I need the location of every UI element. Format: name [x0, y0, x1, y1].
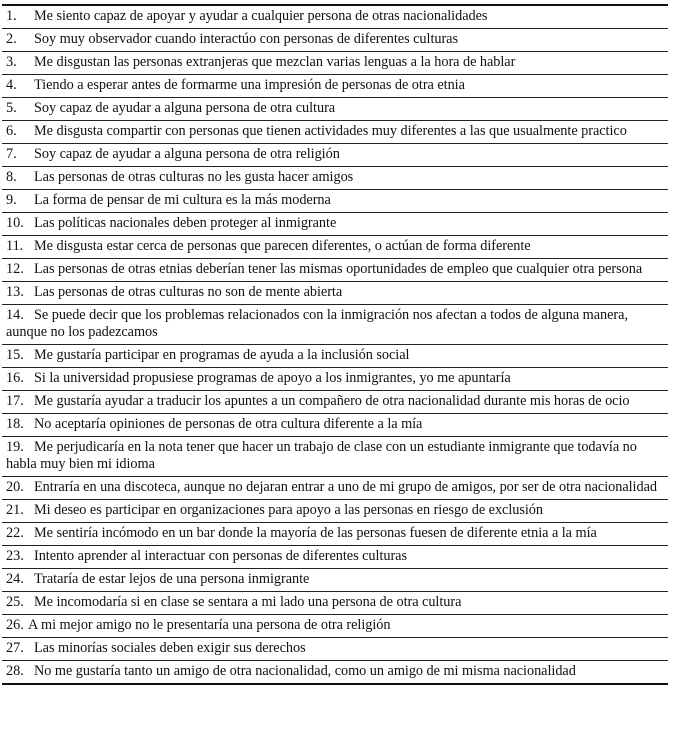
item-text: Las políticas nacionales deben proteger al inmigrante: [34, 215, 337, 231]
table-cell: [2, 661, 668, 685]
item-text: Me siento capaz de apoyar y ayudar a cualquier persona de otras nacionalidades: [34, 8, 488, 24]
table-cell: [2, 121, 668, 144]
item-number: 17.: [6, 393, 24, 409]
item-number: 7.: [6, 146, 17, 162]
table-row: [2, 500, 668, 523]
table-row: [2, 546, 668, 569]
table-cell: [2, 29, 668, 52]
table-row: [2, 213, 668, 236]
table-cell: [2, 523, 668, 546]
item-text: Me incomodaría si en clase se sentara a mi lado una persona de otra cultura: [34, 594, 462, 610]
table-cell: [2, 546, 668, 569]
item-number: 11.: [6, 238, 24, 254]
item-number: 8.: [6, 169, 17, 185]
table-cell: [2, 167, 668, 190]
table-row: [2, 144, 668, 167]
item-number: 13.: [6, 284, 24, 300]
item-text: Me gustaría ayudar a traducir los apuntes a un compañero de otra nacionalidad durante mis horas de ocio: [34, 393, 630, 409]
table-row: [2, 75, 668, 98]
item-number: 6.: [6, 123, 17, 139]
item-text: Me perjudicaría en la nota tener que hacer un trabajo de clase con un estudiante inmigrante que todavía no habla muy bien mi idioma: [6, 439, 637, 472]
table-cell: [2, 282, 668, 305]
table-row: [2, 368, 668, 391]
table-cell: [2, 592, 668, 615]
item-number: 14.: [6, 307, 24, 323]
table-row: [2, 167, 668, 190]
item-number: 1.: [6, 8, 17, 24]
table-row: [2, 661, 668, 685]
item-text: Tiendo a esperar antes de formarme una impresión de personas de otra etnia: [34, 77, 465, 93]
table-cell: [2, 213, 668, 236]
table-cell: [2, 638, 668, 661]
item-text: Soy capaz de ayudar a alguna persona de otra religión: [34, 146, 340, 162]
item-number: 20.: [6, 479, 24, 495]
table-cell: [2, 259, 668, 282]
table-row: [2, 29, 668, 52]
table-row: [2, 190, 668, 213]
table-row: [2, 638, 668, 661]
item-text: Entraría en una discoteca, aunque no dejaran entrar a uno de mi grupo de amigos, por ser de otra nacionalidad: [34, 479, 657, 495]
table-cell: [2, 437, 668, 477]
item-number: 9.: [6, 192, 17, 208]
item-text: No aceptaría opiniones de personas de otra cultura diferente a la mía: [34, 416, 423, 432]
item-number: 25.: [6, 594, 24, 610]
item-number: 23.: [6, 548, 24, 564]
item-number: 15.: [6, 347, 24, 363]
item-text: Soy capaz de ayudar a alguna persona de otra cultura: [34, 100, 336, 116]
item-text: Las minorías sociales deben exigir sus derechos: [34, 640, 306, 656]
table-row: [2, 345, 668, 368]
item-number: 16.: [6, 370, 24, 386]
item-text: Me gustaría participar en programas de ayuda a la inclusión social: [34, 347, 410, 363]
item-text: Intento aprender al interactuar con personas de diferentes culturas: [34, 548, 407, 564]
table-row: [2, 477, 668, 500]
item-text: Las personas de otras etnias deberían tener las mismas oportunidades de empleo que cualquier otra persona: [34, 261, 643, 277]
table-row: [2, 615, 668, 638]
table-row: [2, 259, 668, 282]
item-text: No me gustaría tanto un amigo de otra nacionalidad, como un amigo de mi misma nacionalidad: [34, 663, 576, 679]
item-number: 22.: [6, 525, 24, 541]
item-number: 5.: [6, 100, 17, 116]
table-cell: [2, 236, 668, 259]
item-text: Mi deseo es participar en organizaciones para apoyo a las personas en riesgo de exclusión: [34, 502, 543, 518]
table-row: [2, 282, 668, 305]
table-row: [2, 52, 668, 75]
table-cell: [2, 615, 668, 638]
table-cell: [2, 98, 668, 121]
item-number: 24.: [6, 571, 24, 587]
table-row: [2, 569, 668, 592]
item-text: Me disgusta compartir con personas que tienen actividades muy diferentes a las que usualmente practico: [34, 123, 627, 139]
item-number: 2.: [6, 31, 17, 47]
item-text: La forma de pensar de mi cultura es la más moderna: [34, 192, 331, 208]
table-cell: [2, 569, 668, 592]
item-text: Me sentiría incómodo en un bar donde la mayoría de las personas fuesen de diferente etnia a la mía: [34, 525, 597, 541]
item-number: 26.: [6, 617, 24, 633]
table-cell: [2, 391, 668, 414]
item-text: Si la universidad propusiese programas de apoyo a los inmigrantes, yo me apuntaría: [34, 370, 511, 386]
table-row: [2, 523, 668, 546]
table-row: [2, 592, 668, 615]
item-number: 3.: [6, 54, 17, 70]
table-row: [2, 391, 668, 414]
item-number: 28.: [6, 663, 24, 679]
table-row: [2, 98, 668, 121]
table-row: [2, 121, 668, 144]
table-cell: [2, 414, 668, 437]
item-text: Las personas de otras culturas no les gusta hacer amigos: [34, 169, 354, 185]
item-text: Soy muy observador cuando interactúo con personas de diferentes culturas: [34, 31, 458, 47]
table-cell: [2, 477, 668, 500]
item-number: 18.: [6, 416, 24, 432]
table-cell: [2, 75, 668, 98]
item-text: Me disgusta estar cerca de personas que parecen diferentes, o actúan de forma diferente: [34, 238, 531, 254]
table-row: [2, 414, 668, 437]
item-number: 4.: [6, 77, 17, 93]
table-row: [2, 236, 668, 259]
table-cell: [2, 5, 668, 29]
table-row: [2, 5, 668, 29]
table-cell: [2, 52, 668, 75]
table-cell: [2, 144, 668, 167]
item-text: Se puede decir que los problemas relacionados con la inmigración nos afectan a todos de alguna manera, aunque no los padezcamos: [6, 307, 628, 340]
item-number: 12.: [6, 261, 24, 277]
item-number: 21.: [6, 502, 24, 518]
questionnaire-table: [2, 4, 668, 685]
table-cell: [2, 500, 668, 523]
table-cell: [2, 345, 668, 368]
item-number: 27.: [6, 640, 24, 656]
item-number: 10.: [6, 215, 24, 231]
item-number: 19.: [6, 439, 24, 455]
table-row: [2, 305, 668, 345]
table-row: [2, 437, 668, 477]
table-cell: [2, 305, 668, 345]
table-cell: [2, 368, 668, 391]
item-text: Me disgustan las personas extranjeras que mezclan varias lenguas a la hora de hablar: [34, 54, 516, 70]
table-cell: [2, 190, 668, 213]
item-text: Trataría de estar lejos de una persona inmigrante: [34, 571, 310, 587]
item-text: A mi mejor amigo no le presentaría una persona de otra religión: [28, 617, 391, 633]
item-text: Las personas de otras culturas no son de mente abierta: [34, 284, 343, 300]
